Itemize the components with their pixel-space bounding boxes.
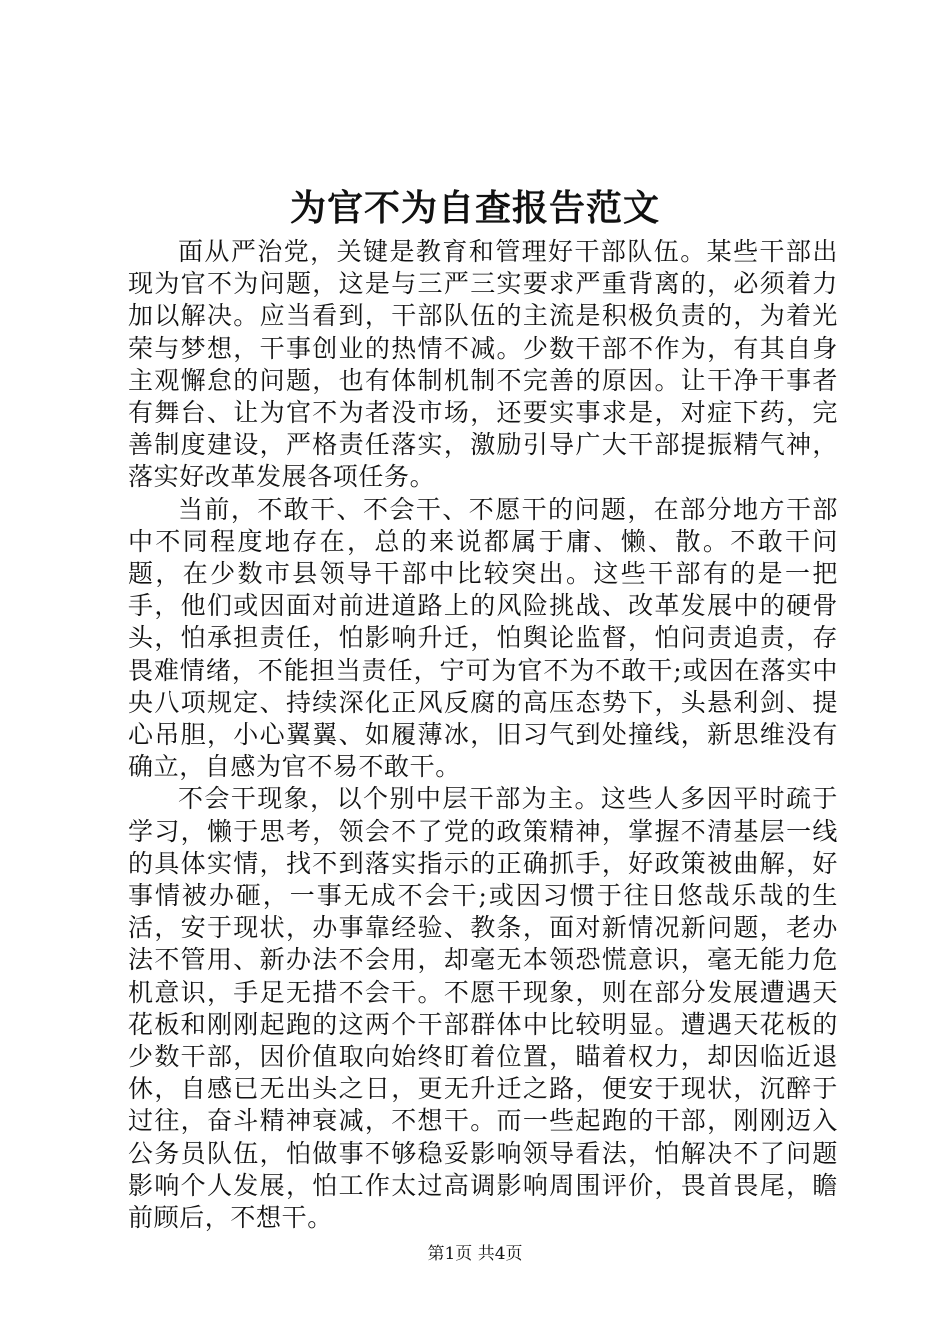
paragraph-1: 面从严治党，关键是教育和管理好干部队伍。某些干部出现为官不为问题，这是与三严三实要求严重背离的，必须着力加以解决。应当看到，干部队伍的主流是积极负责的，为着光荣与梦想，干事创业的热情不减。少数干部不作为，有其自身主观懈怠的问题，也有体制机制不完善的原因。让干净干事者有舞台、让为官不为者没市场，还要实事求是，对症下药，完善制度建设，严格责任落实，激励引导广大干部提振精气神，落实好改革发展各项任务。 bbox=[128, 237, 838, 492]
paragraph-2: 当前，不敢干、不会干、不愿干的问题，在部分地方干部中不同程度地存在，总的来说都属于庸、懒、散。不敢干问题，在少数市县领导干部中比较突出。这些干部有的是一把手，他们或因面对前进道路上的风险挑战、改革发展中的硬骨头，怕承担责任，怕影响升迁，怕舆论监督，怕问责追责，存畏难情绪，不能担当责任，宁可为官不为不敢干;或因在落实中央八项规定、持续深化正风反腐的高压态势下，头悬利剑、提心吊胆，小心翼翼、如履薄冰，旧习气到处撞线，新思维没有确立，自感为官不易不敢干。 bbox=[128, 494, 838, 782]
paragraph-3: 不会干现象，以个别中层干部为主。这些人多因平时疏于学习，懒于思考，领会不了党的政策精神，掌握不清基层一线的具体实情，找不到落实指示的正确抓手，好政策被曲解，好事情被办砸，一事无成不会干;或因习惯于往日悠哉乐哉的生活，安于现状，办事靠经验、教条，面对新情况新问题，老办法不管用、新办法不会用，却毫无本领恐慌意识，毫无能力危机意识，手足无措不会干。不愿干现象，则在部分发展遭遇天花板和刚刚起跑的这两个干部群体中比较明显。遭遇天花板的少数干部，因价值取向始终盯着位置，瞄着权力，却因临近退休，自感已无出头之日，更无升迁之路，便安于现状，沉醉于过往，奋斗精神衰减，不想干。而一些起跑的干部，刚刚迈入公务员队伍，怕做事不够稳妥影响领导看法，怕解决不了问题影响个人发展，怕工作太过高调影响周围评价，畏首畏尾，瞻前顾后，不想干。 bbox=[128, 784, 838, 1233]
document-title: 为官不为自查报告范文 bbox=[289, 187, 660, 229]
page-footer: 第1页 共4页 bbox=[427, 1244, 523, 1264]
document-body bbox=[128, 236, 838, 1234]
